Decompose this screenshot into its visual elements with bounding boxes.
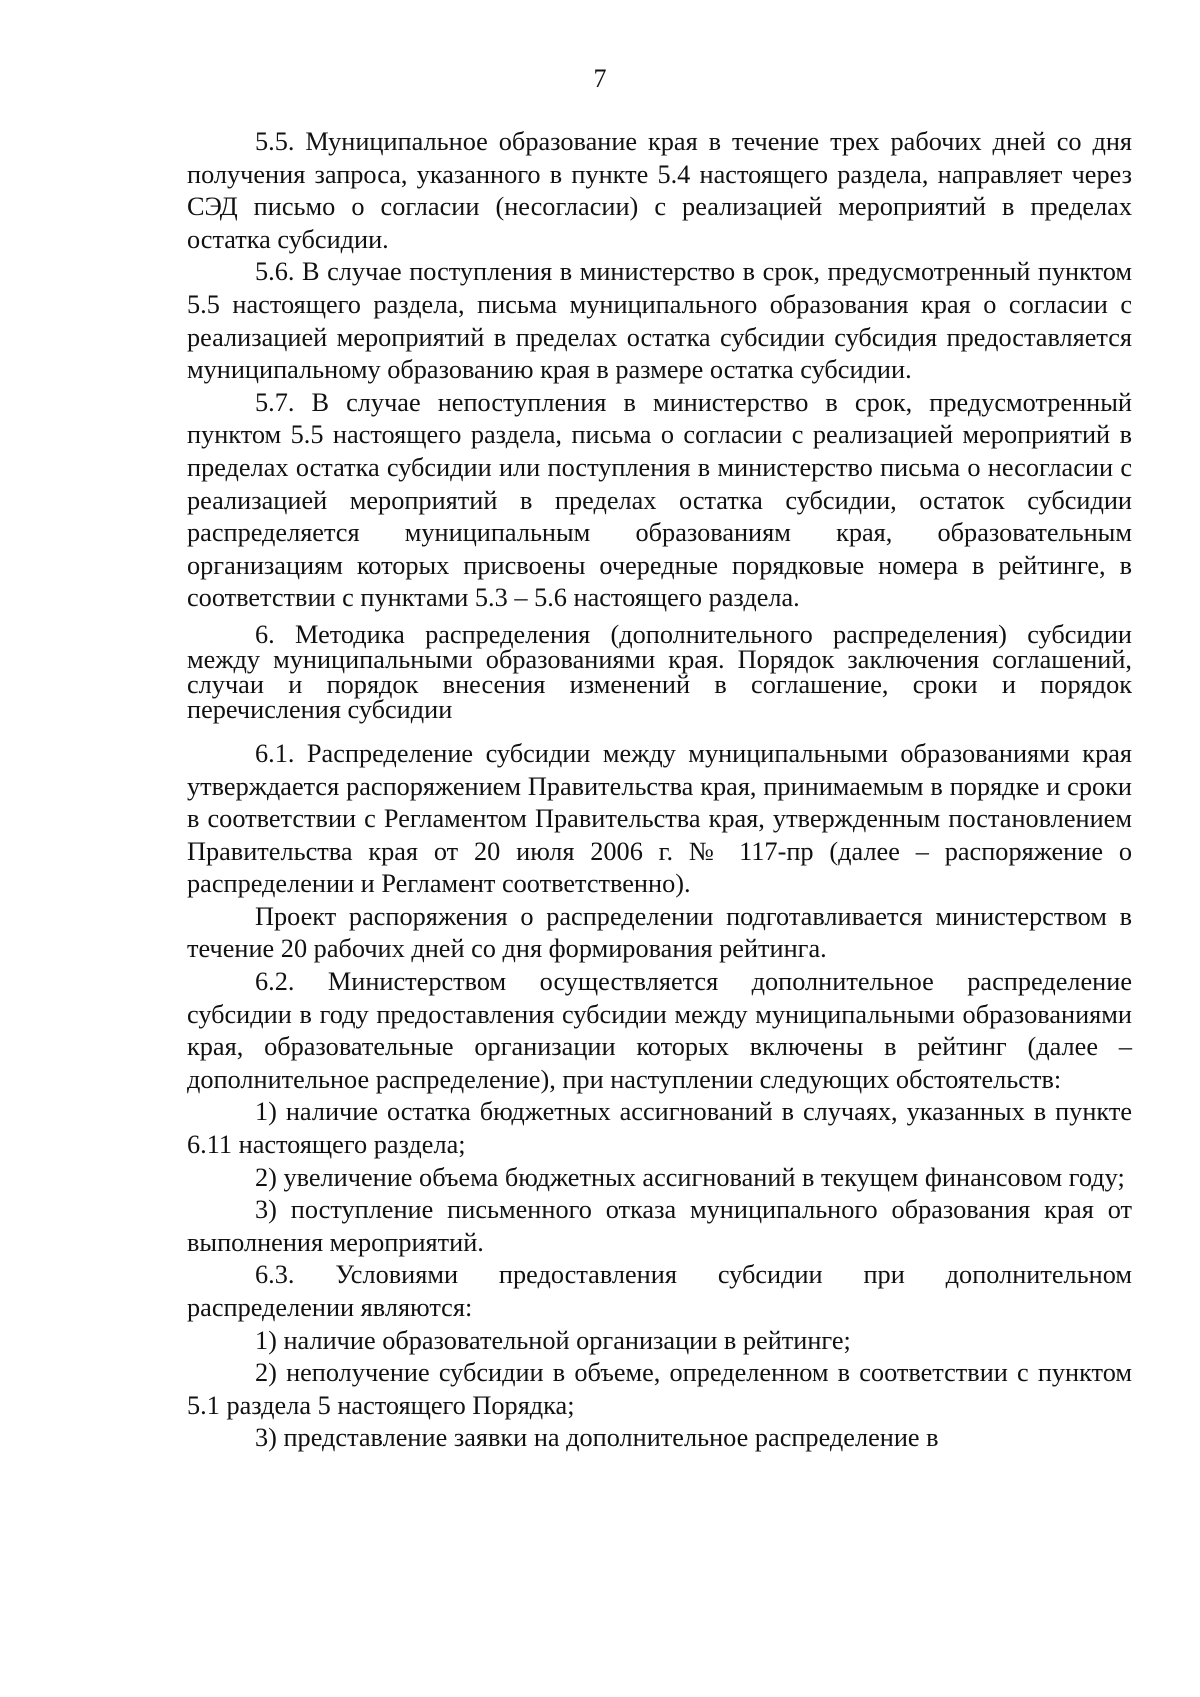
paragraph-6-3: 6.3. Условиями предоставления субсидии при дополнительном распределении являются: xyxy=(187,1260,1132,1322)
paragraph-6-3-item-1: 1) наличие образовательной организации в рейтинге; xyxy=(255,1325,851,1355)
paragraph-6-2: 6.2. Министерством осуществляется дополнительное распределение субсидии в году предоставления субсидии между муниципальными образованиями края, образовательные организации которых включены в рейтинг (далее – дополнительное распределение), при наступлении следующих обстоятельств: xyxy=(187,967,1132,1094)
page-number: 7 xyxy=(593,64,607,93)
paragraph-6-3-item-2: 2) неполучение субсидии в объеме, определенном в соответствии с пунктом 5.1 раздела 5 настоящего Порядка; xyxy=(187,1358,1132,1420)
paragraph-6-2-item-2: 2) увеличение объема бюджетных ассигнований в текущем финансовом году; xyxy=(255,1162,1125,1192)
paragraph-6-1-project: Проект распоряжения о распределении подготавливается министерством в течение 20 рабочих дней со дня формирования рейтинга. xyxy=(187,901,1132,964)
paragraph-6-1: 6.1. Распределение субсидии между муниципальными образованиями края утверждается распоряжением Правительства края, принимаемым в порядке и сроки в соответствии с Регламентом Правительства края, утвержденным постановлением Правительства края от 20 июля 2006 г. № 117-пр (далее – распоряжение о распределении и Регламент соответственно). xyxy=(187,738,1132,899)
paragraph-6-2-item-1: 1) наличие остатка бюджетных ассигнований в случаях, указанных в пункте 6.11 настоящего раздела; xyxy=(187,1097,1132,1160)
document-body xyxy=(187,126,1132,1455)
paragraph-6-2-item-3: 3) поступление письменного отказа муниципального образования края от выполнения мероприятий. xyxy=(187,1195,1132,1257)
paragraph-6-3-item-3: 3) представление заявки на дополнительное распределение в xyxy=(255,1423,939,1453)
section-6-heading: 6. Методика распределения (дополнительного распределения) субсидии между муниципальными образованиями края. Порядок заключения соглашений, случаи и порядок внесения изменений в соглашение, сроки и порядок перечисления субсидии xyxy=(187,619,1132,724)
paragraph-5-7: 5.7. В случае непоступления в министерство в срок, предусмотренный пунктом 5.5 настоящего раздела, письма о согласии с реализацией мероприятий в пределах остатка субсидии или поступления в министерство письма о несогласии с реализацией мероприятий в пределах остатка субсидии, остаток субсидии распределяется муниципальным образованиям края, образовательным организациям которых присвоены очередные порядковые номера в рейтинге, в соответствии с пунктами 5.3 – 5.6 настоящего раздела. xyxy=(187,387,1132,613)
paragraph-5-6: 5.6. В случае поступления в министерство в срок, предусмотренный пунктом 5.5 настоящего раздела, письма муниципального образования края о согласии с реализацией мероприятий в пределах остатка субсидии субсидия предоставляется муниципальному образованию края в размере остатка субсидии. xyxy=(187,257,1132,385)
paragraph-5-5: 5.5. Муниципальное образование края в течение трех рабочих дней со дня получения запроса, указанного в пункте 5.4 настоящего раздела, направляет через СЭД письмо о согласии (несогласии) с реализацией мероприятий в пределах остатка субсидии. xyxy=(187,127,1132,254)
